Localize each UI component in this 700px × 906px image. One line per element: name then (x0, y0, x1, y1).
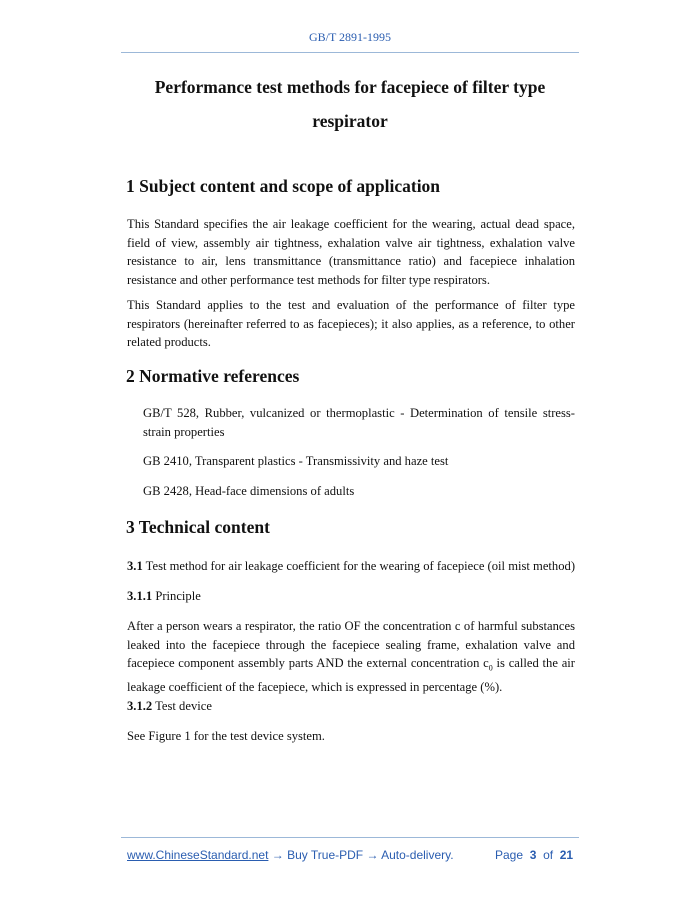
clause-title: Principle (152, 589, 201, 603)
section-1-paragraph-1: This Standard specifies the air leakage coefficient for the wearing, actual dead space, field of view, assembly air tightness, exhalation valve air tightness, exhalation valve resistance to air, lens transmittance (transmittance ratio) and facepiece inhalation resistance and other performance test methods for filter type respirators. (127, 217, 575, 287)
clause-number: 3.1 (127, 559, 143, 573)
reference-item: GB 2428, Head-face dimensions of adults (143, 484, 355, 498)
clause-number: 3.1.1 (127, 589, 153, 603)
footer-divider (121, 837, 579, 838)
principle-text-cont: is called the air leakage coefficient of the facepiece, which is expressed in percentage (%). (127, 656, 575, 695)
page-label: Page (495, 848, 524, 862)
document-code-header: GB/T 2891-1995 (308, 30, 392, 44)
section-3-heading: 3 Technical content (126, 517, 270, 537)
section-1-heading: 1 Subject content and scope of application (126, 176, 441, 196)
reference-item: GB/T 528, Rubber, vulcanized or thermoplastic - Determination of tensile stress-strain properties (143, 406, 575, 439)
clause-number: 3.1.2 (127, 699, 153, 713)
website-link[interactable]: www.ChineseStandard.net (127, 848, 269, 862)
footer-promo (127, 848, 454, 862)
test-device-paragraph: See Figure 1 for the test device system. (127, 729, 325, 743)
section-1-paragraph-2: This Standard applies to the test and evaluation of the performance of filter type respirators (hereinafter referred to as facepieces); it also applies, as a reference, to other related products. (127, 298, 575, 349)
document-title-line-1: Performance test methods for facepiece of filter type (154, 77, 546, 97)
page-indicator (495, 848, 573, 862)
clause-3-1 (127, 557, 575, 576)
header-divider (121, 52, 579, 53)
clause-title: Test method for air leakage coefficient for the wearing of facepiece (oil mist method) (142, 559, 576, 573)
clause-3-1-2 (127, 697, 575, 716)
document-title-line-2: respirator (312, 111, 388, 131)
current-page-number: 3 (529, 848, 537, 862)
principle-text: After a person wears a respirator, the ratio OF the concentration c of harmful substances leaked into the facepiece through the facepiece sealing frame, exhalation valve and facepiece component assembly parts AND the external concentration c (127, 619, 575, 670)
reference-item: GB 2410, Transparent plastics - Transmissivity and haze test (143, 454, 449, 468)
footer-tagline: → Buy True-PDF → Auto-delivery. (268, 848, 454, 862)
clause-title: Test device (152, 699, 212, 713)
of-label: of (543, 848, 554, 862)
principle-paragraph (127, 617, 575, 697)
section-2-heading: 2 Normative references (126, 366, 300, 386)
clause-3-1-1 (127, 587, 575, 606)
subscript: 0 (488, 663, 493, 673)
total-page-count: 21 (559, 848, 574, 862)
